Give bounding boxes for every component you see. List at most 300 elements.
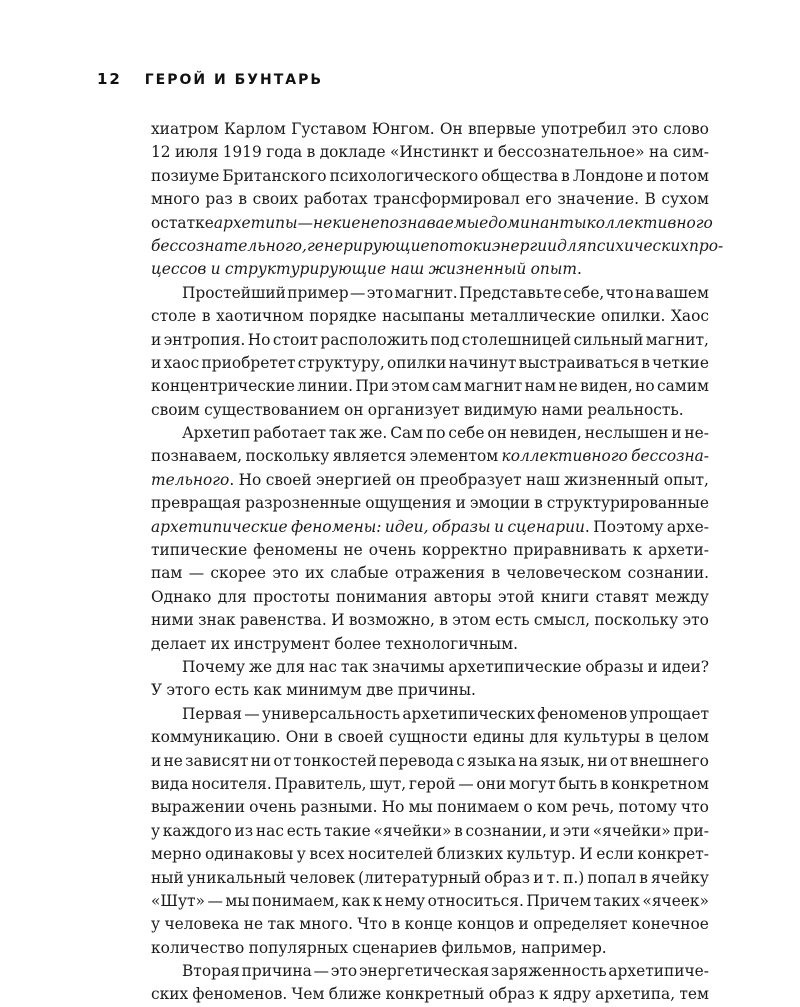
- word: каждого: [162, 821, 232, 840]
- word: так: [328, 424, 357, 443]
- word: цессов: [151, 260, 207, 279]
- word: делает: [151, 634, 207, 653]
- word: корректно: [421, 541, 508, 560]
- word: близких: [436, 845, 504, 864]
- word: бессозна-: [631, 447, 709, 466]
- word: феномены:: [291, 517, 382, 536]
- word: мы: [408, 798, 433, 817]
- word: архетипиче-: [608, 962, 709, 981]
- word: мы: [225, 891, 250, 910]
- word: И: [331, 611, 345, 630]
- word: При: [355, 377, 389, 396]
- text-line: [151, 445, 709, 468]
- word: опилки.: [601, 307, 666, 326]
- word: сильный: [573, 330, 644, 349]
- text-line: [151, 352, 709, 375]
- word: потому: [618, 798, 677, 817]
- word: не: [558, 377, 578, 396]
- word: Простейший: [182, 283, 286, 302]
- word: приобретет: [201, 353, 296, 372]
- word: своим: [151, 400, 200, 419]
- word: начинут: [448, 353, 517, 372]
- word: целом: [658, 728, 709, 747]
- word: значение.: [557, 190, 639, 209]
- word: носителя.: [191, 774, 272, 793]
- word: в: [641, 353, 650, 372]
- word: работах: [303, 190, 368, 209]
- word: Юнгом.: [371, 120, 435, 138]
- word: нему: [384, 891, 426, 910]
- word: более: [334, 634, 381, 653]
- word: идеи?: [661, 657, 709, 676]
- word: линии.: [297, 377, 353, 396]
- word: как: [341, 891, 371, 910]
- word: разрозненные: [245, 494, 362, 513]
- text-line: [151, 960, 709, 983]
- running-header: [97, 70, 323, 88]
- word: инструмент: [233, 634, 331, 653]
- word: феноменов: [537, 704, 628, 723]
- word: «ячейки»: [592, 821, 671, 840]
- word: это: [631, 120, 659, 138]
- word: впервые: [467, 120, 536, 138]
- word: простоты: [253, 587, 330, 606]
- word: как: [253, 681, 282, 700]
- word: ближе: [328, 985, 382, 1004]
- word: поскольку: [245, 447, 330, 466]
- word: пам: [151, 564, 183, 583]
- word: под: [430, 330, 460, 349]
- word: выстраиваться: [518, 353, 639, 372]
- word: столе: [151, 307, 197, 326]
- word: скорее: [210, 564, 266, 583]
- word: идеи,: [384, 517, 429, 536]
- word: познаваем,: [151, 447, 243, 466]
- word: феномены: [253, 541, 338, 560]
- word: Причем: [526, 891, 592, 910]
- running-title: ГЕРОЙ И БУНТАРЬ: [144, 72, 324, 88]
- word: вашем: [655, 283, 709, 302]
- word: этой: [497, 587, 535, 606]
- word: структурированные: [546, 494, 709, 513]
- word: ни: [250, 751, 272, 770]
- word: такие: [324, 821, 371, 840]
- word: в: [561, 166, 570, 185]
- word: Хаос: [670, 307, 709, 326]
- word: понимаем,: [252, 891, 340, 910]
- word: концентрические: [151, 377, 295, 396]
- word: июля: [175, 143, 219, 162]
- word: от: [609, 751, 628, 770]
- word: это: [330, 962, 358, 981]
- word: человека: [164, 915, 240, 934]
- text-line: [151, 586, 709, 609]
- word: упрощает: [629, 704, 709, 723]
- word: сознании,: [465, 821, 547, 840]
- word: —: [313, 962, 329, 981]
- word: слабые: [330, 564, 389, 583]
- word: года: [266, 143, 303, 162]
- word: бессознательное»: [498, 143, 645, 162]
- word: языка: [467, 751, 517, 770]
- word: образы: [585, 657, 644, 676]
- word: архетипа,: [595, 985, 676, 1004]
- word: 1919: [222, 143, 262, 162]
- word: психологического: [329, 166, 479, 185]
- word: себе,: [563, 283, 605, 302]
- word: У: [151, 681, 163, 700]
- word: наш: [526, 470, 560, 489]
- word: своей: [265, 470, 312, 489]
- word: значимы: [372, 657, 445, 676]
- word: п.): [563, 868, 585, 887]
- text-line: [151, 983, 709, 1006]
- word: в: [391, 915, 401, 934]
- word: в: [639, 868, 648, 887]
- word: Он: [439, 120, 463, 138]
- word: энергией: [316, 470, 392, 489]
- word: —: [349, 283, 366, 302]
- word: жизненный: [564, 470, 660, 489]
- word: структурирующие: [224, 260, 387, 279]
- word: типические: [151, 541, 248, 560]
- word: нами: [541, 400, 584, 419]
- word: равенства.: [239, 611, 327, 630]
- word: разными.: [300, 798, 378, 817]
- word: опыт.: [530, 260, 582, 279]
- word: культур.: [506, 845, 576, 864]
- word: Сам: [390, 424, 424, 443]
- word: к: [538, 985, 549, 1004]
- word: общества: [481, 166, 559, 185]
- word: к: [372, 891, 383, 910]
- word: ощущения: [365, 494, 452, 513]
- word: —: [297, 213, 313, 232]
- text-line: [151, 562, 709, 585]
- word: столешницей: [461, 330, 572, 349]
- word: очень: [249, 798, 297, 817]
- word: употребил: [541, 120, 627, 138]
- word: Британского: [222, 166, 327, 185]
- text-line: [151, 726, 709, 749]
- word: универсальность: [261, 704, 401, 723]
- word: количество: [151, 938, 245, 957]
- word: Поэтому: [593, 517, 664, 536]
- word: причина: [241, 962, 312, 981]
- word: сознании.: [627, 564, 709, 583]
- text-line: [151, 118, 709, 141]
- word: таких: [593, 891, 640, 910]
- word: и: [646, 166, 657, 185]
- word: Что: [357, 915, 388, 934]
- word: к: [632, 541, 643, 560]
- word: ячейку: [651, 868, 709, 887]
- word: магнит: [464, 377, 523, 396]
- word: этого: [166, 681, 211, 700]
- word: их: [210, 634, 230, 653]
- word: нам: [524, 377, 557, 396]
- word: расположить: [320, 330, 428, 349]
- word: Но: [381, 798, 405, 817]
- word: эти: [562, 821, 591, 840]
- word: архетипы: [213, 213, 298, 232]
- word: феноменов.: [192, 985, 288, 1004]
- word: конкрет-: [637, 845, 709, 864]
- text-line: [151, 329, 709, 352]
- word: ком: [536, 798, 568, 817]
- word: в: [439, 611, 448, 630]
- text-line: [151, 750, 709, 773]
- word: является: [332, 447, 407, 466]
- text-line: [151, 890, 709, 913]
- word: и: [151, 330, 162, 349]
- word: виден,: [580, 377, 633, 396]
- word: Лондоне: [572, 166, 644, 185]
- text-line: [151, 141, 709, 164]
- word: приравнивать: [513, 541, 627, 560]
- word: технологичным.: [385, 634, 519, 653]
- word: «Инстинкт: [390, 143, 479, 162]
- word: в: [491, 564, 501, 583]
- word: хаос: [163, 353, 200, 372]
- word: Но: [247, 330, 271, 349]
- word: зависят: [185, 751, 249, 770]
- word: четкие: [652, 353, 709, 372]
- word: раз: [205, 190, 233, 209]
- word: много: [151, 190, 200, 209]
- text-line: [151, 609, 709, 632]
- word: Правитель,: [274, 774, 367, 793]
- word: —: [244, 704, 260, 723]
- word: «ячеек»: [642, 891, 709, 910]
- text-line: [151, 235, 724, 258]
- word: относиться.: [427, 891, 524, 910]
- word: для: [529, 728, 559, 747]
- text-line: [151, 656, 709, 679]
- word: и: [455, 494, 466, 513]
- word: не-: [684, 424, 709, 443]
- word: популярных: [248, 938, 348, 957]
- word: концов: [457, 915, 515, 934]
- text-line: [151, 796, 709, 819]
- word: своих: [252, 190, 299, 209]
- text-line: [151, 492, 709, 515]
- word: минимум: [286, 681, 362, 700]
- word: для: [557, 236, 587, 255]
- word: человеческом: [506, 564, 622, 583]
- word: это: [366, 283, 394, 302]
- word: в: [645, 728, 654, 747]
- word: это: [272, 564, 299, 583]
- word: конкретном: [611, 774, 709, 793]
- word: так: [267, 915, 295, 934]
- word: конце: [404, 915, 453, 934]
- word: Они: [285, 728, 319, 747]
- word: так: [340, 657, 369, 676]
- word: он: [395, 470, 416, 489]
- word: на: [648, 143, 669, 162]
- word: организует: [367, 400, 460, 419]
- word: жизненный: [428, 260, 527, 279]
- text-line: [151, 539, 709, 562]
- word: одинаковы: [205, 845, 294, 864]
- word: архетипических: [402, 704, 535, 723]
- page-number: 12: [97, 70, 122, 88]
- word: сценарии.: [507, 517, 590, 536]
- word: для: [217, 587, 247, 606]
- word: не: [243, 915, 264, 934]
- word: —: [458, 774, 474, 793]
- word: не: [343, 541, 363, 560]
- word: доминанты: [488, 213, 587, 232]
- word: по: [426, 424, 446, 443]
- word: в: [534, 494, 543, 513]
- word: энтропия.: [163, 330, 246, 349]
- word: уникальный: [186, 868, 287, 887]
- word: быть: [558, 774, 597, 793]
- word: сценариев: [352, 938, 438, 957]
- word: же: [248, 657, 273, 676]
- word: возможно,: [348, 611, 435, 630]
- word: образы: [431, 517, 491, 536]
- word: бессознательного,: [151, 236, 307, 255]
- word: в: [306, 143, 316, 162]
- word: насыпаны: [382, 307, 465, 326]
- word: от: [273, 751, 292, 770]
- word: существованием: [204, 400, 340, 419]
- word: тельного.: [151, 470, 235, 489]
- word: конечное: [631, 915, 709, 934]
- word: энергетическая: [358, 962, 490, 981]
- word: носителей: [348, 845, 434, 864]
- word: ядру: [552, 985, 591, 1004]
- word: работает: [253, 424, 327, 443]
- text-line: [151, 913, 709, 936]
- word: и: [533, 868, 544, 887]
- word: опыт,: [663, 470, 709, 489]
- word: знак: [198, 611, 236, 630]
- word: выражении: [151, 798, 245, 817]
- text-line: [151, 422, 709, 445]
- text-line: [151, 305, 709, 328]
- word: язык,: [540, 751, 585, 770]
- word: преобразует: [419, 470, 522, 489]
- word: в: [324, 728, 333, 747]
- word: Чем: [291, 985, 325, 1004]
- word: пример: [287, 283, 349, 302]
- word: понимания: [335, 587, 428, 606]
- word: перевода: [379, 751, 454, 770]
- word: едины: [472, 728, 525, 747]
- text-line: [151, 165, 709, 188]
- word: авторы: [433, 587, 492, 606]
- word: у: [296, 845, 306, 864]
- text-line: [151, 679, 709, 702]
- word: ними: [151, 611, 194, 630]
- text-line: [151, 516, 709, 539]
- text-line: [151, 282, 709, 305]
- word: в: [599, 774, 609, 793]
- text-line: [151, 188, 709, 211]
- word: и: [518, 915, 529, 934]
- word: сам: [431, 377, 462, 396]
- word: металлические: [469, 307, 596, 326]
- word: коммуникацию.: [151, 728, 281, 747]
- word: тем: [679, 985, 709, 1004]
- word: две: [366, 681, 394, 700]
- word: структуру,: [297, 353, 385, 372]
- word: нас: [308, 657, 337, 676]
- word: этом: [391, 377, 430, 396]
- word: некие: [313, 213, 361, 232]
- word: очень: [368, 541, 416, 560]
- word: внешнего: [629, 751, 709, 770]
- word: между: [655, 587, 709, 606]
- word: Вторая: [182, 962, 240, 981]
- word: образ: [488, 985, 535, 1004]
- word: книги: [540, 587, 590, 606]
- word: ставят: [595, 587, 649, 606]
- word: всех: [309, 845, 345, 864]
- word: «ячейки»: [373, 821, 452, 840]
- word: он: [343, 400, 364, 419]
- word: понимаем: [436, 798, 520, 817]
- word: «Шут»: [151, 891, 205, 910]
- word: видимую: [464, 400, 538, 419]
- word: мерно: [151, 845, 202, 864]
- word: неслышен: [584, 424, 669, 443]
- word: этом: [452, 611, 491, 630]
- word: причины.: [397, 681, 476, 700]
- word: архетипические: [448, 657, 582, 676]
- word: своей: [337, 728, 384, 747]
- word: себе: [448, 424, 485, 443]
- word: и: [647, 657, 658, 676]
- word: образ: [484, 868, 531, 887]
- text-line: [151, 375, 709, 398]
- word: в: [238, 190, 248, 209]
- word: вида: [151, 774, 189, 793]
- word: архетипические: [151, 517, 288, 536]
- word: Архетип: [182, 424, 251, 443]
- word: (литературный: [358, 868, 481, 887]
- text-line: [151, 469, 709, 492]
- word: если: [596, 845, 634, 864]
- word: и: [494, 517, 504, 536]
- word: позиуме: [151, 166, 220, 185]
- word: на: [634, 283, 655, 302]
- word: попал: [587, 868, 637, 887]
- word: самим: [657, 377, 709, 396]
- word: эмоции: [469, 494, 531, 513]
- word: из: [234, 821, 254, 840]
- word: но: [635, 377, 655, 396]
- word: Представьте: [459, 283, 562, 302]
- word: в: [201, 307, 211, 326]
- word: конкретный: [385, 985, 485, 1004]
- word: сим-: [672, 143, 709, 162]
- word: Однако: [151, 587, 212, 606]
- word: тонкостей: [293, 751, 377, 770]
- word: и: [151, 751, 162, 770]
- word: есть: [286, 821, 322, 840]
- word: реальность.: [587, 400, 684, 419]
- word: что: [680, 798, 709, 817]
- word: магнит,: [645, 330, 709, 349]
- word: могут: [508, 774, 556, 793]
- word: невиден,: [509, 424, 582, 443]
- word: Но: [238, 470, 262, 489]
